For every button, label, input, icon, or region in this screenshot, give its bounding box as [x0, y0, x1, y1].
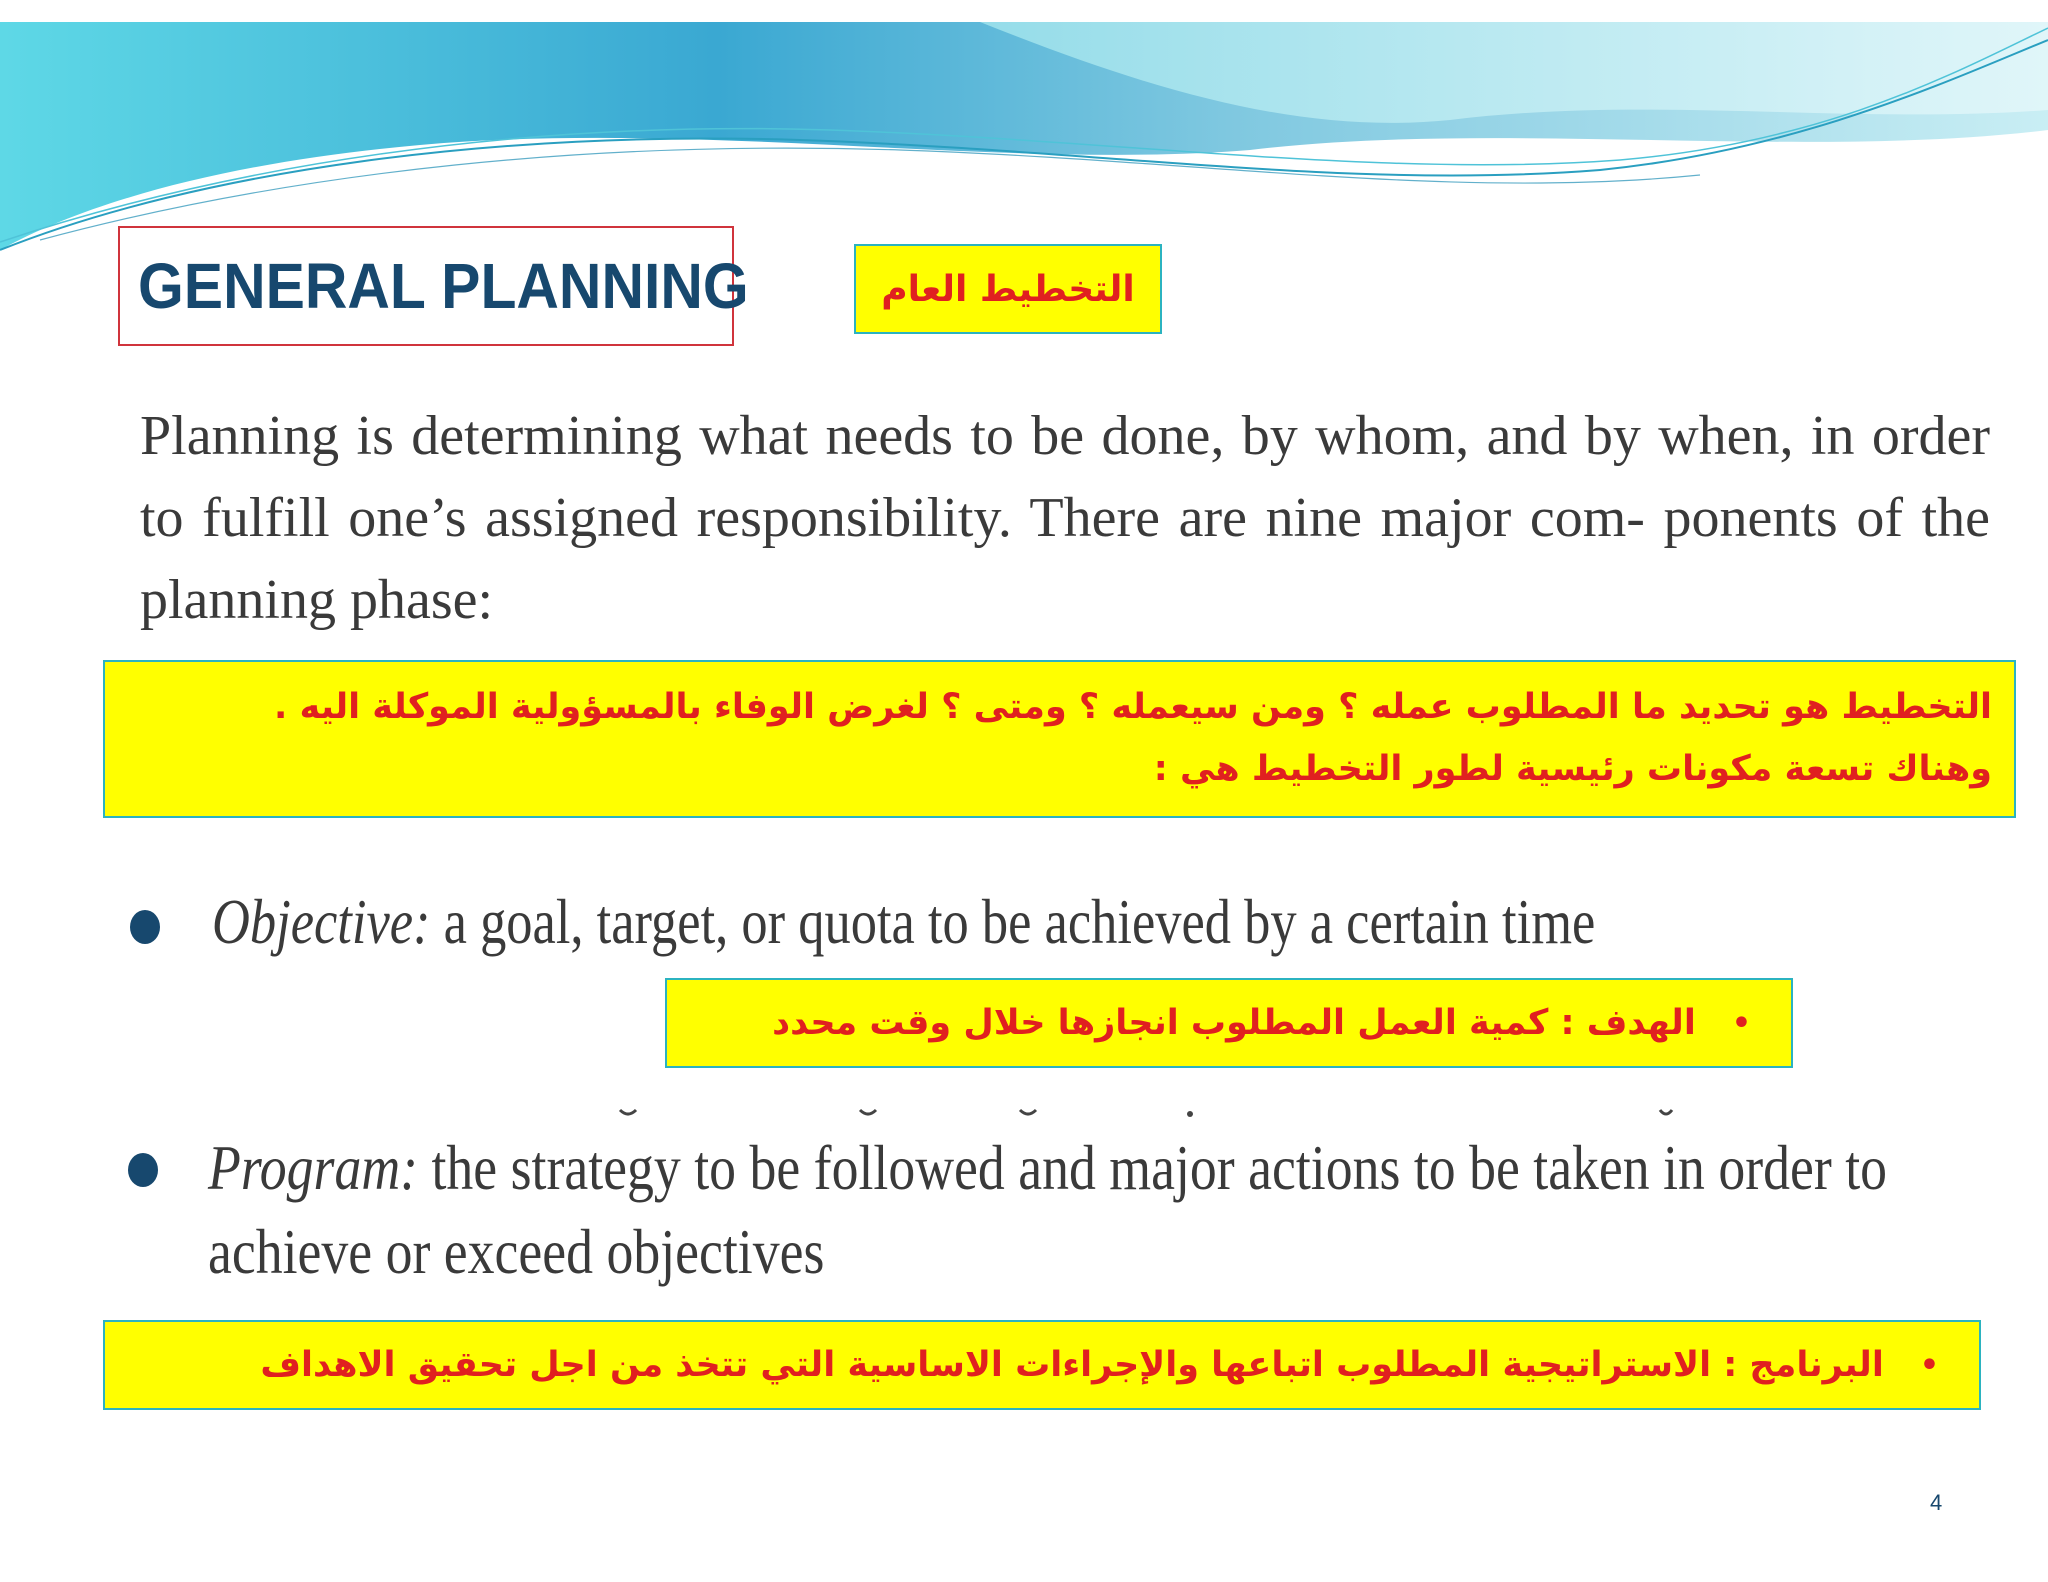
arabic-definition-box: [103, 660, 2016, 818]
bullet-text-program-line-2: achieve or exceed objectives: [208, 1216, 825, 1287]
bullet-text-objective: a goal, target, or quota to be achieved by a certain time: [430, 886, 1596, 957]
page-number: 4: [1930, 1490, 1943, 1515]
arabic-objective-box: [665, 978, 1793, 1068]
arabic-definition-line-1: التخطيط هو تحديد ما المطلوب عمله ؟ ومن سيعمله ؟ ومتى ؟ لغرض الوفاء بالمسؤولية الموكلة اليه .: [273, 687, 1992, 727]
bullet-program: [0, 1126, 2048, 1306]
arabic-objective-text: الهدف : كمية العمل المطلوب انجازها خلال وقت محدد: [772, 1003, 1696, 1043]
title-box: [118, 226, 749, 346]
arabic-title: التخطيط العام: [881, 268, 1135, 310]
bullet-term-program: Program:: [208, 1132, 419, 1203]
arabic-bullet-dot: •: [1731, 1005, 1751, 1041]
arabic-bullet-dot: •: [1919, 1347, 1939, 1383]
clipped-text-fragments: [600, 1108, 1700, 1122]
arabic-definition-line-2: وهناك تسعة مكونات رئيسية لطور التخطيط هي :: [1153, 749, 1992, 789]
bullet-objective: [0, 880, 2048, 970]
bullet-text-program-line-1: the strategy to be followed and major actions to be taken in order to: [418, 1132, 1888, 1203]
arabic-program-box: [103, 1320, 1981, 1410]
arabic-program-text: البرنامج : الاستراتيجية المطلوب اتباعها والإجراءات الاساسية التي تتخذ من اجل تحقيق الاهداف: [260, 1345, 1884, 1385]
arabic-title-box: [854, 244, 1162, 334]
bullet-term-objective: Objective:: [212, 886, 431, 957]
definition-paragraph: Planning is determining what needs to be done, by whom, and by when, in order to fulfill one’s assigned responsibility. There are nine major com- ponents of the planning phase:: [140, 405, 1990, 631]
slide-title: GENERAL PLANNING: [138, 250, 749, 322]
